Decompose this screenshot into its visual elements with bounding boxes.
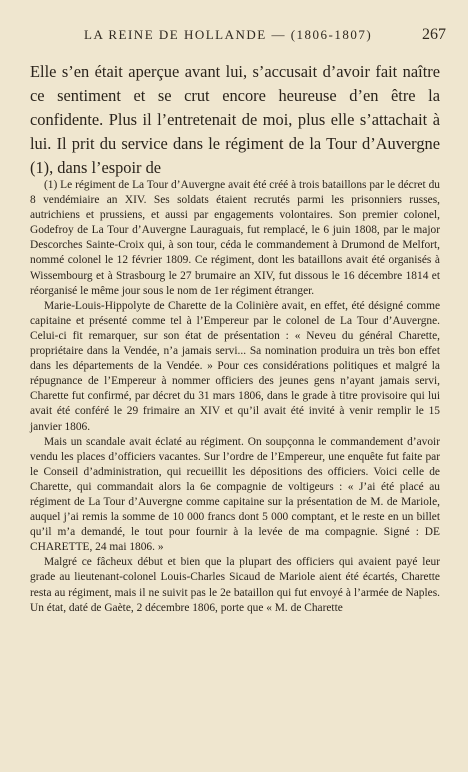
footnote-paragraph-2: Marie-Louis-Hippolyte de Charette de la Colinière avait, en effet, été désigné comme capitaine et présenté comme tel à l’Empereur par le colonel de La Tour d’Auvergne. Celui-ci fit remarquer, sur son état de présentation : « Neveu du général Charette, propriétaire dans la Vendée, n’a jamais servi... Sa nomination produira un très bon effet dans les départements de la Vendée. » Pour ces considérations politiques et malgré la répugnance de l’Empereur à nommer officiers des jeunes gens n’ayant jamais servi, Charette fut confirmé, par décret du 31 mars 1806, dans le grade à titre provisoire qui lui avait été conféré le 29 frimaire an XIV et qu’il avait été invité à venir remplir le 15 janvier 1806.	[30, 299, 440, 433]
page-number: 267	[422, 26, 446, 43]
footnote-paragraph-4: Malgré ce fâcheux début et bien que la plupart des officiers qui avaient payé leur grade au lieutenant-colonel Louis-Charles Sicaud de Mariole aient été écartés, Charette resta au régiment, mais il ne suivit pas le 2e bataillon qui fut envoyé à l’armée de Naples. Un état, daté de Gaète, 2 décembre 1806, porte que « M. de Charette	[30, 556, 440, 614]
body-text	[30, 60, 440, 180]
footnote-paragraph-3: Mais un scandale avait éclaté au régiment. On soupçonna le commandement d’avoir vendu les places d’officiers vacantes. Sur l’ordre de l’Empereur, une enquête fut faite par le Conseil d’administration, qui recueillit les dépositions des officiers. Voici celle de Charette, qui commandait alors la 6e compagnie de voltigeurs : « J’ai été placé au régiment de La Tour d’Auvergne comme capitaine sur la présentation de M. de Mariole, auquel j’ai remis la somme de 10 000 francs dont 5 000 comptant, et le reste en un billet qu’il m’a demandé, le tout pour fournir à la levée de ma compagnie. Signé : DE CHARETTE, 24 mai 1806. »	[30, 435, 440, 554]
footnote	[30, 178, 440, 616]
running-title: LA REINE DE HOLLANDE — (1806-1807)	[84, 27, 373, 42]
page-header	[84, 26, 446, 50]
footnote-paragraph-1: (1) Le régiment de La Tour d’Auvergne avait été créé à trois bataillons par le décret du 8 vendémiaire an XIV. Ses soldats étaient recrutés parmi les prisonniers russes, autrichiens et prussiens, et aussi par engagements volontaires. Son premier colonel, Godefroy de La Tour d’Auvergne Lauraguais, fut remplacé, le 6 juin 1808, par le major Descorches Sainte-Croix qui, à son tour, céda le commandement à Drumond de Melfort, nommé colonel le 12 février 1809. Ce régiment, dont les bataillons avait été organisés à Wissembourg et à Strasbourg le 27 brumaire an XIV, fut dissous le 16 décembre 1814 et réorganisé le même jour sous le nom de 1er régiment étranger.	[30, 179, 440, 297]
body-paragraph: Elle s’en était aperçue avant lui, s’accusait d’avoir fait naître ce sentiment et se crut encore heureuse d’en être la confidente. Plus il l’entretenait de moi, plus elle s’attachait à lui. Il prit du service dans le régiment de la Tour d’Auvergne (1), dans l’espoir de	[30, 62, 440, 177]
